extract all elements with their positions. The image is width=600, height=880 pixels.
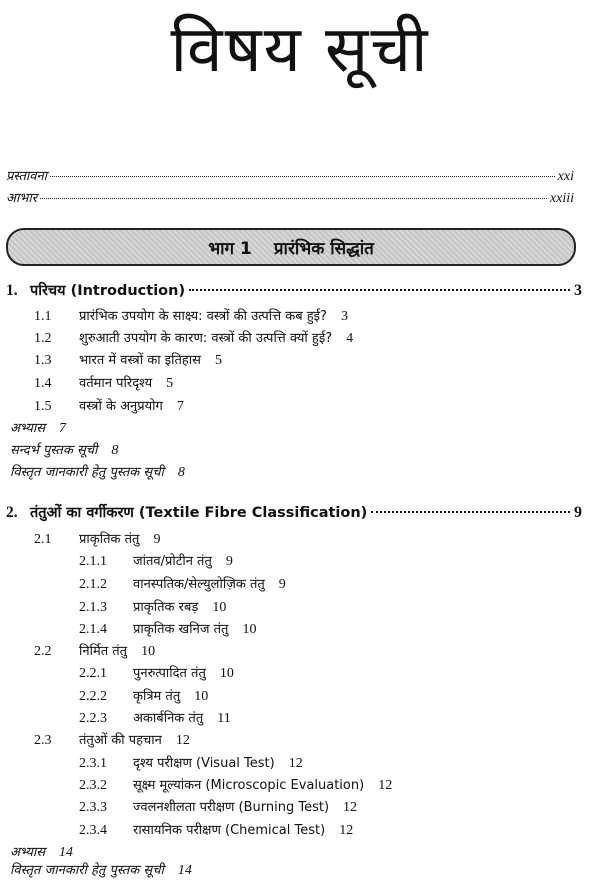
section-number: 2.2.2 (79, 689, 107, 704)
toc-front-entry[interactable] (6, 166, 574, 184)
page-number: 11 (217, 711, 231, 726)
section-title: भारत में वस्त्रों का इतिहास (79, 353, 201, 368)
section-title: प्राकृतिक तंतु (79, 532, 140, 547)
page-number: 12 (343, 800, 358, 815)
page-number: 12 (288, 756, 303, 771)
page-number: 12 (378, 778, 393, 793)
page-title: विषय सूची (170, 13, 430, 87)
page-number: 8 (111, 443, 119, 458)
toc-subsection-entry[interactable] (79, 663, 234, 683)
page-number: 4 (346, 331, 354, 346)
section-number: 1.5 (34, 399, 52, 414)
toc-front-entry[interactable] (6, 188, 574, 206)
page-number: 10 (194, 689, 209, 704)
section-number: 1.3 (34, 353, 52, 368)
toc-chapter-entry[interactable] (6, 280, 582, 302)
section-number: 2.1 (34, 532, 52, 547)
section-title: प्राकृतिक खनिज तंतु (133, 622, 229, 637)
part-label: भाग 1 (208, 238, 252, 259)
toc-section-entry[interactable] (34, 396, 184, 416)
entry-title: विस्तृत जानकारी हेतु पुस्तक सूची (10, 863, 164, 878)
chapter-title: परिचय (Introduction) (30, 283, 186, 299)
section-title: रासायनिक परीक्षण (Chemical Test) (133, 823, 326, 838)
page-number: xxiii (549, 191, 574, 206)
section-number: 2.3.3 (79, 800, 107, 815)
page-number: 12 (175, 733, 190, 748)
page-number: 7 (59, 421, 67, 436)
chapter-number: 2. (6, 504, 18, 521)
toc-subsection-entry[interactable] (79, 775, 392, 795)
page-number: 14 (59, 845, 74, 860)
toc-section-entry[interactable] (34, 350, 222, 370)
section-number: 2.1.2 (79, 577, 107, 592)
page-number: 9 (225, 554, 233, 569)
page-number: 5 (166, 376, 174, 391)
toc-endmatter-entry[interactable] (10, 462, 185, 482)
section-number: 1.4 (34, 376, 52, 391)
toc-section-entry[interactable] (34, 529, 160, 549)
dot-leader (50, 176, 555, 177)
section-number: 2.2.3 (79, 711, 107, 726)
section-title: वानस्पतिक/सेल्युलोज़िक तंतु (133, 577, 265, 592)
section-title: प्राकृतिक रबड़ (133, 600, 199, 615)
section-number: 1.1 (34, 309, 52, 324)
toc-endmatter-entry[interactable] (10, 418, 66, 438)
page-number: 7 (176, 399, 184, 414)
section-number: 2.2.1 (79, 666, 107, 681)
page-number: 10 (212, 600, 227, 615)
page-number: 10 (219, 666, 234, 681)
toc-endmatter-entry[interactable] (10, 440, 118, 460)
toc-subsection-entry[interactable] (79, 708, 231, 728)
section-number: 2.1.4 (79, 622, 107, 637)
toc-subsection-entry[interactable] (79, 753, 303, 773)
toc-subsection-entry[interactable] (79, 820, 353, 840)
entry-title: अभ्यास (10, 421, 46, 436)
toc-subsection-entry[interactable] (79, 619, 256, 639)
toc-endmatter-entry[interactable] (10, 842, 73, 862)
section-title: सूक्ष्म मूल्यांकन (Microscopic Evaluation) (133, 778, 365, 793)
part-title: प्रारंभिक सिद्धांत (273, 238, 374, 259)
dot-leader (189, 289, 570, 291)
section-title: पुनरुत्पादित तंतु (133, 666, 206, 681)
page-number: 12 (339, 823, 354, 838)
entry-title: आभार (6, 191, 38, 206)
section-title: दृश्य परीक्षण (Visual Test) (133, 756, 275, 771)
page-number: 3 (340, 309, 348, 324)
toc-section-entry[interactable] (34, 328, 353, 348)
section-title: कृत्रिम तंतु (133, 689, 181, 704)
toc-endmatter-entry[interactable] (10, 860, 192, 880)
section-number: 2.2 (34, 644, 52, 659)
entry-title: प्रस्तावना (6, 169, 48, 184)
toc-section-entry[interactable] (34, 730, 190, 750)
section-number: 2.3 (34, 733, 52, 748)
toc-subsection-entry[interactable] (79, 797, 357, 817)
section-number: 2.3.2 (79, 778, 107, 793)
page-number: 10 (242, 622, 257, 637)
section-number: 1.2 (34, 331, 52, 346)
toc-section-entry[interactable] (34, 373, 173, 393)
toc-subsection-entry[interactable] (79, 597, 226, 617)
chapter-title: तंतुओं का वर्गीकरण (Textile Fibre Classification) (30, 505, 368, 521)
page-number: 5 (214, 353, 222, 368)
section-title: जांतव/प्रोटीन तंतु (133, 554, 212, 569)
section-title: शुरुआती उपयोग के कारण: वस्त्रों की उत्पत्ति क्यों हुई? (79, 331, 333, 346)
section-title: प्रारंभिक उपयोग के साक्ष्य: वस्त्रों की उत्पत्ति कब हुई? (79, 309, 327, 324)
section-title: निर्मित तंतु (79, 644, 128, 659)
toc-chapter-entry[interactable] (6, 502, 582, 524)
section-number: 2.3.1 (79, 756, 107, 771)
dot-leader (371, 511, 570, 513)
part-banner (6, 228, 576, 266)
entry-title: सन्दर्भ पुस्तक सूची (10, 443, 98, 458)
toc-section-entry[interactable] (34, 306, 348, 326)
entry-title: विस्तृत जानकारी हेतु पुस्तक सूची (10, 465, 164, 480)
toc-section-entry[interactable] (34, 641, 155, 661)
section-number: 2.1.1 (79, 554, 107, 569)
page-number: 3 (574, 282, 582, 299)
section-title: वस्त्रों के अनुप्रयोग (79, 399, 163, 414)
chapter-number: 1. (6, 282, 18, 299)
toc-subsection-entry[interactable] (79, 686, 208, 706)
section-title: अकार्बनिक तंतु (133, 711, 204, 726)
section-number: 2.1.3 (79, 600, 107, 615)
section-number: 2.3.4 (79, 823, 107, 838)
page-number: 9 (153, 532, 161, 547)
page-number: xxi (557, 169, 574, 184)
page-number: 10 (141, 644, 156, 659)
entry-title: अभ्यास (10, 845, 46, 860)
section-title: वर्तमान परिदृश्य (79, 376, 153, 391)
page-number: 14 (177, 863, 192, 878)
toc-subsection-entry[interactable] (79, 574, 286, 594)
page-number: 8 (177, 465, 185, 480)
section-title: तंतुओं की पहचान (79, 733, 162, 748)
dot-leader (40, 198, 547, 199)
toc-subsection-entry[interactable] (79, 551, 233, 571)
page-number: 9 (574, 504, 582, 521)
section-title: ज्वलनशीलता परीक्षण (Burning Test) (133, 800, 330, 815)
page-number: 9 (278, 577, 286, 592)
